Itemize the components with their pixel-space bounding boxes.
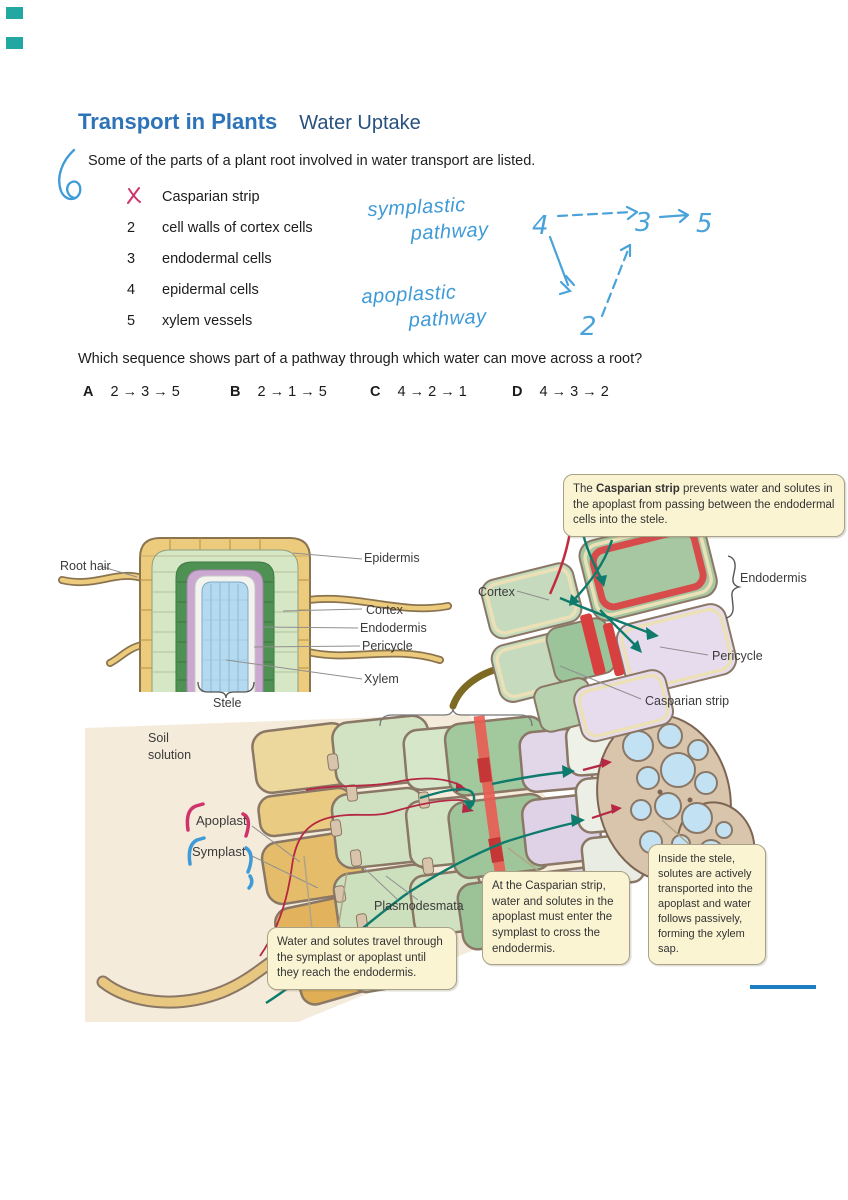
handwritten-text: pathway [408, 305, 488, 332]
handwritten-apoplastic-note [361, 278, 488, 336]
page-subtitle: Water Uptake [299, 112, 421, 134]
list-item [127, 219, 313, 237]
label-pericycle: Pericycle [362, 639, 413, 653]
option-letter: B [230, 384, 241, 400]
label-epidermis: Epidermis [364, 551, 420, 565]
flow-node-3: 3 [635, 208, 652, 238]
option-letter: A [83, 384, 94, 400]
list-item-label: cell walls of cortex cells [162, 220, 313, 236]
endodermis-brace [726, 556, 739, 618]
list-item [127, 188, 313, 206]
handwritten-flow-diagram [520, 190, 735, 350]
option-letter: D [512, 384, 523, 400]
flow-node-5: 5 [696, 209, 713, 239]
ink-doodle-icon [50, 145, 92, 203]
handwritten-text: apoplastic [360, 281, 457, 309]
label-stele: Stele [213, 696, 242, 710]
option-sequence: 4 → 3 → 2 [539, 384, 609, 400]
xylem-band [202, 582, 248, 692]
parts-list [127, 188, 313, 343]
page-header [78, 109, 421, 135]
list-item-number: 4 [127, 282, 136, 298]
handwritten-symplastic-note [367, 191, 490, 249]
option-sequence: 4 → 2 → 1 [397, 384, 467, 400]
handwritten-text: symplastic [366, 194, 467, 222]
list-item-label: Casparian strip [162, 189, 260, 205]
callout-text: prevents water and solutes in the apoplast from passing between the endodermal cells into the stele. [573, 483, 835, 527]
label-endodermis: Endodermis [360, 621, 427, 635]
option-letter: C [370, 384, 381, 400]
option-c [370, 384, 467, 400]
list-item-number: 5 [127, 313, 136, 329]
label-soil-solution [148, 730, 191, 764]
label-root-hair: Root hair [60, 559, 111, 573]
label-symplast: Symplast [192, 844, 246, 859]
list-item [127, 281, 313, 299]
label-solution: solution [148, 748, 192, 762]
list-item-number: 2 [127, 220, 136, 236]
option-b [230, 384, 327, 400]
teal-marker [6, 7, 23, 19]
list-item-label: endodermal cells [162, 251, 272, 267]
handwritten-text: pathway [410, 218, 490, 245]
label-cortex-right: Cortex [478, 585, 515, 599]
intro-text: Some of the parts of a plant root involved in water transport are listed. [88, 153, 536, 169]
list-item [127, 312, 313, 330]
label-xylem: Xylem [364, 672, 399, 686]
casparian-callout [563, 474, 845, 537]
label-cortex: Cortex [366, 603, 403, 617]
label-plasmodesmata: Plasmodesmata [374, 899, 464, 913]
callout-symplast-apoplast: Water and solutes travel through the symplast or apoplast until they reach the endodermis. [267, 927, 457, 990]
list-item-label: epidermal cells [162, 282, 259, 298]
option-sequence: 2 → 1 → 5 [257, 384, 327, 400]
label-apoplast: Apoplast [196, 813, 247, 828]
label-endodermis-right: Endodermis [740, 571, 807, 585]
question-text: Which sequence shows part of a pathway through which water can move across a root? [78, 351, 643, 367]
teal-marker [6, 37, 23, 49]
flow-node-4: 4 [532, 211, 549, 241]
option-a [83, 384, 180, 400]
option-d [512, 384, 609, 400]
callout-bold-text: Casparian strip [596, 483, 680, 495]
page-title: Transport in Plants [78, 109, 278, 134]
label-pericycle-right: Pericycle [712, 649, 763, 663]
blue-underline-mark [750, 985, 816, 989]
callout-text: The [573, 483, 597, 495]
cross-out-mark-icon [127, 186, 162, 208]
list-item [127, 250, 313, 268]
flow-node-2: 2 [580, 312, 597, 342]
option-sequence: 2 → 3 → 5 [110, 384, 180, 400]
label-casparian-strip: Casparian strip [645, 694, 730, 708]
callout-stele-transport: Inside the stele, solutes are actively transported into the apoplast and water follows passively, forming the xylem sap. [648, 844, 766, 965]
callout-casparian-crossing: At the Casparian strip, water and solutes in the apoplast must enter the symplast to cross the endodermis. [482, 871, 630, 965]
list-item-label: xylem vessels [162, 313, 253, 329]
list-item-number: 3 [127, 251, 136, 267]
label-soil: Soil [148, 731, 169, 745]
